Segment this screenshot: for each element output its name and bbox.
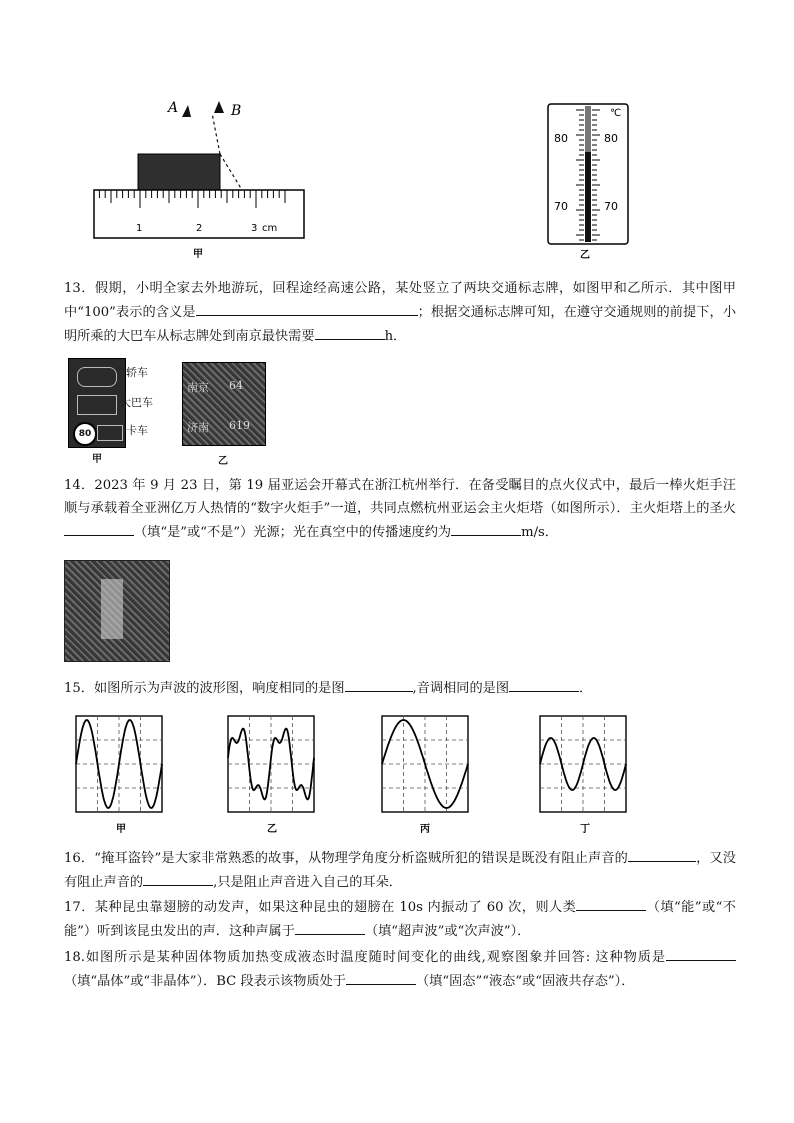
left-mark-80: 80 <box>554 132 568 145</box>
wave-caption-ding: 丁 <box>580 824 590 834</box>
wave-panel-bing <box>382 716 468 812</box>
measured-block <box>138 154 220 190</box>
q17-text-3: （填“超声波”或“次声波”）． <box>364 924 531 939</box>
wave-caption-yi: 乙 <box>267 824 277 834</box>
torch-tower-photo <box>64 560 170 662</box>
q14-answer-blank-2[interactable] <box>451 520 521 536</box>
wave-panel-jia <box>76 716 162 812</box>
sign-caption-left: 甲 <box>92 454 102 465</box>
speed-badge: 80 <box>73 422 97 446</box>
q15-text-3: ． <box>579 681 593 696</box>
wave-panel-yi <box>228 716 314 812</box>
q18-text-2: （填“晶体”或“非晶体”）．BC 段表示该物质处于 <box>64 974 346 989</box>
sign-caption-right: 乙 <box>218 456 228 467</box>
q17-answer-blank-2[interactable] <box>295 919 365 935</box>
label-b: B <box>231 103 242 119</box>
q13-answer-blank-1[interactable] <box>196 300 418 316</box>
waveform-figure <box>72 714 642 834</box>
right-mark-70: 70 <box>604 200 618 213</box>
q16-answer-blank-2[interactable] <box>143 870 213 886</box>
dest-jinan: 济南 <box>187 421 209 434</box>
q16-answer-blank-1[interactable] <box>628 846 696 862</box>
q18-answer-blank-1[interactable] <box>666 945 736 961</box>
ruler-figure <box>90 95 310 265</box>
q14-answer-blank-1[interactable] <box>64 520 134 536</box>
q15-text-1: 15．如图所示为声波的波形图，响度相同的是图 <box>64 681 345 696</box>
sign-row-label-bus: 大巴车 <box>120 396 153 409</box>
torch-tower-shape <box>101 579 123 639</box>
q17-text-1: 17．某种昆虫靠翅膀的动发声，如果这种昆虫的翅膀在 10s 内振动了 60 次，则人类 <box>64 900 577 915</box>
thermometer-unit: ℃ <box>610 108 622 119</box>
tick-label-1: 1 <box>136 223 143 234</box>
thermometer-figure <box>540 100 640 260</box>
q16-text-3: ,只是阻止声音进入自己的耳朵． <box>213 875 402 890</box>
ruler-caption: 甲 <box>193 249 203 260</box>
q15-text-2: ,音调相同的是图 <box>412 681 510 696</box>
q17-text-2: （填“能”或“不能”）听到该昆虫发出的声．这种声属于 <box>64 900 736 939</box>
q15-answer-blank-1[interactable] <box>345 676 413 692</box>
sight-line-a <box>212 113 220 154</box>
thermometer-diagram <box>540 100 640 260</box>
label-a: A <box>168 100 179 116</box>
question-13 <box>64 277 736 348</box>
wave-panel-ding <box>540 716 626 812</box>
question-18 <box>64 945 736 993</box>
thermometer-caption: 乙 <box>580 250 590 260</box>
car-icon <box>77 367 117 387</box>
q16-text-1: 16．“掩耳盗铃”是大家非常熟悉的故事，从物理学角度分析盗贼所犯的错误是既没有阻止声音的 <box>64 851 628 866</box>
tick-label-2: 2 <box>196 223 203 234</box>
wave-caption-jia: 甲 <box>116 824 126 834</box>
traffic-sign-figure <box>66 356 276 466</box>
eye-b-icon <box>214 101 224 113</box>
tick-label-3: 3 <box>251 223 258 234</box>
q18-text-3: （填“固态”“液态”或“固液共存态”）． <box>415 974 635 989</box>
q13-text-3: h． <box>384 329 407 344</box>
left-mark-70: 70 <box>554 200 568 213</box>
sign-row-label-car: 轿车 <box>126 366 148 379</box>
wave-caption-bing: 丙 <box>420 824 430 834</box>
q13-text-1: 13．假期，小明全家去外地游玩，回程途经高速公路，某处竖立了两块交通标志牌，如图甲和乙所示．其中图甲中“100”表示的含义是 <box>64 281 736 320</box>
dist-nanjing: 64 <box>229 379 243 392</box>
right-mark-80: 80 <box>604 132 618 145</box>
q16-text-2: ，又没有阻止声音的 <box>64 851 736 890</box>
eye-a-icon <box>182 105 191 117</box>
q18-text-1: 18.如图所示是某种固体物质加热变成液态时温度随时间变化的曲线,观察图象并回答: 这种物质是 <box>64 950 666 965</box>
q14-text-3: m/s． <box>521 525 558 540</box>
q15-answer-blank-2[interactable] <box>509 676 579 692</box>
question-14 <box>64 474 736 544</box>
truck-icon <box>97 425 123 441</box>
ruler-diagram <box>90 95 310 265</box>
q13-text-2: ；根据交通标志牌可知，在遵守交通规则的前提下，小明所乘的大巴车从标志牌处到南京最快需要 <box>64 305 737 344</box>
waveform-diagram <box>72 714 642 834</box>
q13-answer-blank-2[interactable] <box>315 324 385 340</box>
question-16 <box>64 846 736 894</box>
dist-jinan: 619 <box>229 419 250 432</box>
sign-row-label-truck: 卡车 <box>126 424 148 437</box>
q17-answer-blank-1[interactable] <box>576 895 646 911</box>
sight-line-b <box>220 154 242 190</box>
question-15 <box>64 676 736 700</box>
q14-text-2: （填“是”或“不是”）光源；光在真空中的传播速度约为 <box>134 525 452 540</box>
question-17 <box>64 895 736 943</box>
dest-nanjing: 南京 <box>187 381 209 394</box>
q18-answer-blank-2[interactable] <box>346 969 416 985</box>
q14-text-1: 14．2023 年 9 月 23 日，第 19 届亚运会开幕式在浙江杭州举行．在备受瞩目的点火仪式中，最后一棒火炬手汪顺与承载着全亚洲亿万人热情的“数字火炬手”一道，共同点燃杭州亚运会主火炬塔（如图所示）．主火炬塔上的圣火 <box>64 478 736 516</box>
distance-sign <box>182 362 266 446</box>
bus-icon <box>77 395 117 415</box>
speed-limit-sign <box>68 358 126 448</box>
tick-unit: cm <box>262 223 278 234</box>
